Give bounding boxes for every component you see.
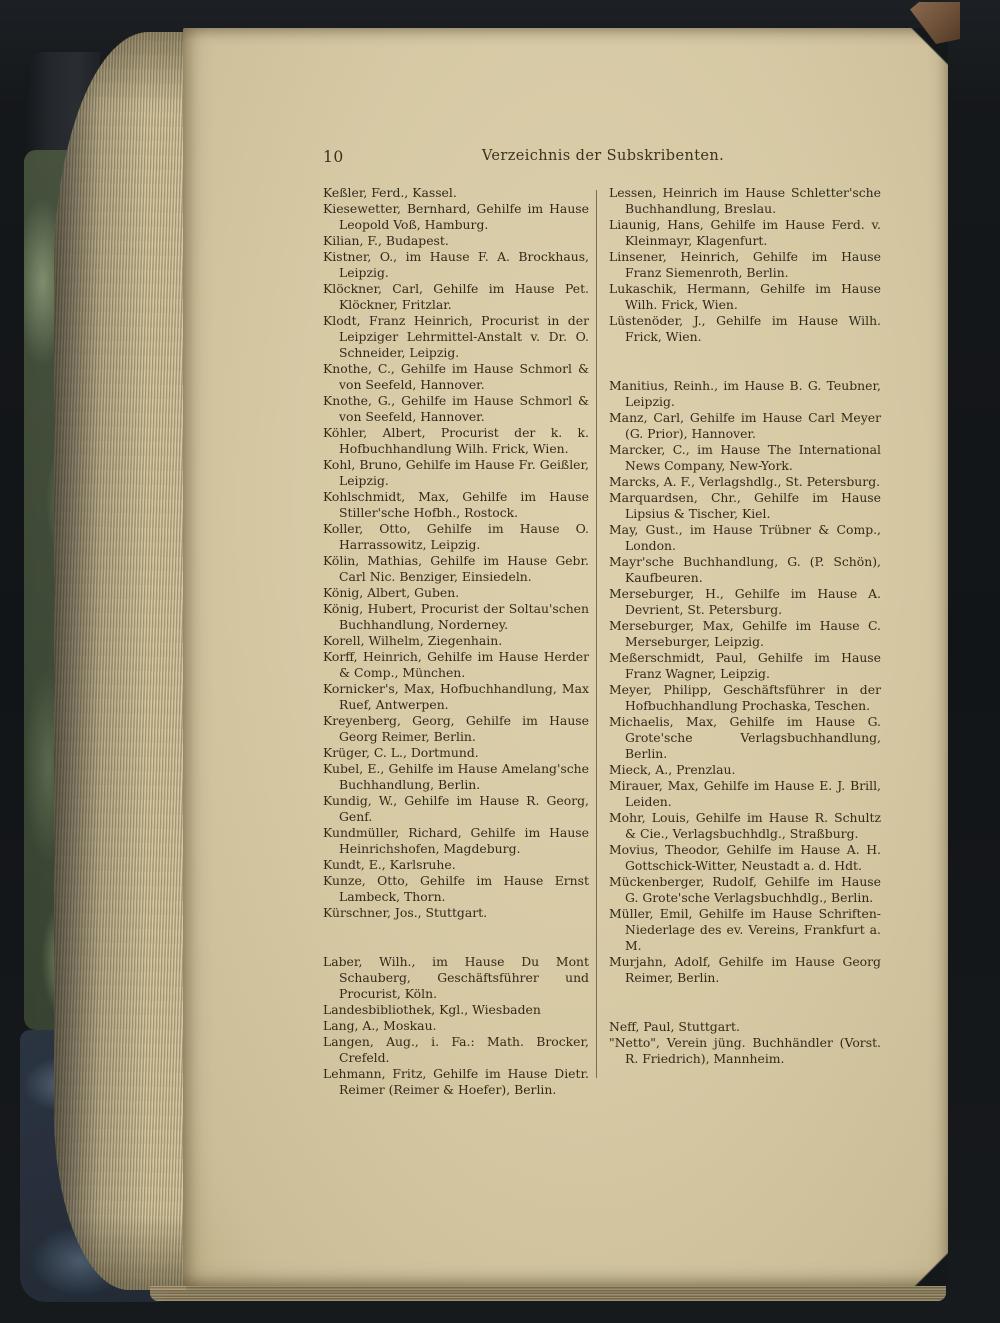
subscriber-entry: König, Albert, Guben. <box>323 585 460 600</box>
subscriber-entry: Murjahn, Adolf, Gehilfe im Hause Georg Reimer, Berlin. <box>609 954 881 985</box>
subscriber-entry: Kohl, Bruno, Gehilfe im Hause Fr. Geißler, Leipzig. <box>323 457 589 488</box>
subscriber-entry: Laber, Wilh., im Hause Du Mont Schauberg, Geschäftsführer und Procurist, Köln. <box>323 954 589 1001</box>
entry-block <box>609 1019 881 1067</box>
subscriber-entry: Mirauer, Max, Gehilfe im Hause E. J. Brill, Leiden. <box>609 778 881 809</box>
subscriber-entry: Manitius, Reinh., im Hause B. G. Teubner, Leipzig. <box>609 378 881 409</box>
subscriber-entry: König, Hubert, Procurist der Soltau'schen Buchhandlung, Norderney. <box>323 601 589 632</box>
subscriber-entry: Krüger, C. L., Dortmund. <box>323 745 479 760</box>
subscriber-entry: Marquardsen, Chr., Gehilfe im Hause Lipsius & Tischer, Kiel. <box>609 490 881 521</box>
subscriber-entry: Movius, Theodor, Gehilfe im Hause A. H. Gottschick-Witter, Neustadt a. d. Hdt. <box>609 842 881 873</box>
column-divider <box>596 190 597 1078</box>
column-left <box>323 185 589 1098</box>
subscriber-entry: Mayr'sche Buchhandlung, G. (P. Schön), Kaufbeuren. <box>609 554 881 585</box>
subscriber-entry: Kürschner, Jos., Stuttgart. <box>323 905 488 920</box>
subscriber-entry: Manz, Carl, Gehilfe im Hause Carl Meyer (G. Prior), Hannover. <box>609 410 881 441</box>
subscriber-entry: Keßler, Ferd., Kassel. <box>323 185 457 200</box>
subscriber-entry: Neff, Paul, Stuttgart. <box>609 1019 740 1034</box>
subscriber-entry: Kiesewetter, Bernhard, Gehilfe im Hause Leopold Voß, Hamburg. <box>323 201 589 232</box>
subscriber-entry: May, Gust., im Hause Trübner & Comp., London. <box>609 522 881 553</box>
subscriber-entry: Langen, Aug., i. Fa.: Math. Brocker, Crefeld. <box>323 1034 589 1065</box>
subscriber-entry: Kornicker's, Max, Hofbuchhandlung, Max Ruef, Antwerpen. <box>323 681 589 712</box>
subscriber-entry: Mückenberger, Rudolf, Gehilfe im Hause G. Grote'sche Verlagsbuchhdlg., Berlin. <box>609 874 881 905</box>
subscriber-entry: Meßerschmidt, Paul, Gehilfe im Hause Franz Wagner, Leipzig. <box>609 650 881 681</box>
page-number: 10 <box>323 148 344 166</box>
subscriber-entry: Kreyenberg, Georg, Gehilfe im Hause Georg Reimer, Berlin. <box>323 713 589 744</box>
subscriber-entry: Lehmann, Fritz, Gehilfe im Hause Dietr. Reimer (Reimer & Hoefer), Berlin. <box>323 1066 589 1097</box>
subscriber-entry: Kölin, Mathias, Gehilfe im Hause Gebr. Carl Nic. Benziger, Einsiedeln. <box>323 553 589 584</box>
subscriber-entry: Koller, Otto, Gehilfe im Hause O. Harrassowitz, Leipzig. <box>323 521 589 552</box>
subscriber-entry: Klöckner, Carl, Gehilfe im Hause Pet. Klöckner, Fritzlar. <box>323 281 589 312</box>
subscriber-entry: Marcks, A. F., Verlagshdlg., St. Petersburg. <box>609 474 881 489</box>
subscriber-entry: Kubel, E., Gehilfe im Hause Amelang'sche Buchhandlung, Berlin. <box>323 761 589 792</box>
subscriber-entry: Köhler, Albert, Procurist der k. k. Hofbuchhandlung Wilh. Frick, Wien. <box>323 425 589 456</box>
entry-block <box>609 378 881 986</box>
running-header: Verzeichnis der Subskribenten. <box>481 148 725 164</box>
subscriber-entry: Kundig, W., Gehilfe im Hause R. Georg, Genf. <box>323 793 589 824</box>
subscriber-entry: Kundmüller, Richard, Gehilfe im Hause Heinrichshofen, Magdeburg. <box>323 825 589 856</box>
subscriber-entry: Kundt, E., Karlsruhe. <box>323 857 456 872</box>
subscriber-entry: Linsener, Heinrich, Gehilfe im Hause Franz Siemenroth, Berlin. <box>609 249 881 280</box>
subscriber-entry: Mohr, Louis, Gehilfe im Hause R. Schultz & Cie., Verlagsbuchhdlg., Straßburg. <box>609 810 881 841</box>
entry-block <box>323 954 589 1098</box>
subscriber-entry: Landesbibliothek, Kgl., Wiesbaden <box>323 1002 541 1017</box>
book-page <box>183 28 948 1286</box>
subscriber-entry: Merseburger, H., Gehilfe im Hause A. Devrient, St. Petersburg. <box>609 586 881 617</box>
column-right <box>609 185 881 1067</box>
subscriber-entry: Lüstenöder, J., Gehilfe im Hause Wilh. Frick, Wien. <box>609 313 881 344</box>
subscriber-entry: Mieck, A., Prenzlau. <box>609 762 736 777</box>
subscriber-entry: Meyer, Philipp, Geschäftsführer in der Hofbuchhandlung Prochaska, Teschen. <box>609 682 881 713</box>
subscriber-entry: Kistner, O., im Hause F. A. Brockhaus, Leipzig. <box>323 249 589 280</box>
page-stack-edges <box>54 32 186 1290</box>
subscriber-entry: Liaunig, Hans, Gehilfe im Hause Ferd. v. Kleinmayr, Klagenfurt. <box>609 217 881 248</box>
subscriber-entry: Knothe, G., Gehilfe im Hause Schmorl & von Seefeld, Hannover. <box>323 393 589 424</box>
subscriber-entry: Korff, Heinrich, Gehilfe im Hause Herder & Comp., München. <box>323 649 589 680</box>
page-bottom-edges <box>150 1286 946 1301</box>
entry-block <box>609 185 881 345</box>
subscriber-entry: Korell, Wilhelm, Ziegenhain. <box>323 633 503 648</box>
entry-block <box>323 185 589 921</box>
subscriber-entry: Michaelis, Max, Gehilfe im Hause G. Grote'sche Verlagsbuchhandlung, Berlin. <box>609 714 881 761</box>
subscriber-entry: Müller, Emil, Gehilfe im Hause Schriften-Niederlage des ev. Vereins, Frankfurt a. M. <box>609 906 881 953</box>
subscriber-entry: Lessen, Heinrich im Hause Schletter'sche Buchhandlung, Breslau. <box>609 185 881 216</box>
subscriber-entry: Kilian, F., Budapest. <box>323 233 449 248</box>
subscriber-entry: Kohlschmidt, Max, Gehilfe im Hause Stiller'sche Hofbh., Rostock. <box>323 489 589 520</box>
subscriber-entry: Klodt, Franz Heinrich, Procurist in der Leipziger Lehrmittel-Anstalt v. Dr. O. Schneider, Leipzig. <box>323 313 589 360</box>
subscriber-entry: Lukaschik, Hermann, Gehilfe im Hause Wilh. Frick, Wien. <box>609 281 881 312</box>
subscriber-entry: Kunze, Otto, Gehilfe im Hause Ernst Lambeck, Thorn. <box>323 873 589 904</box>
subscriber-entry: Knothe, C., Gehilfe im Hause Schmorl & von Seefeld, Hannover. <box>323 361 589 392</box>
subscriber-entry: Merseburger, Max, Gehilfe im Hause C. Merseburger, Leipzig. <box>609 618 881 649</box>
subscriber-entry: "Netto", Verein jüng. Buchhändler (Vorst. R. Friedrich), Mannheim. <box>609 1035 881 1066</box>
subscriber-entry: Marcker, C., im Hause The International News Company, New-York. <box>609 442 881 473</box>
subscriber-entry: Lang, A., Moskau. <box>323 1018 437 1033</box>
